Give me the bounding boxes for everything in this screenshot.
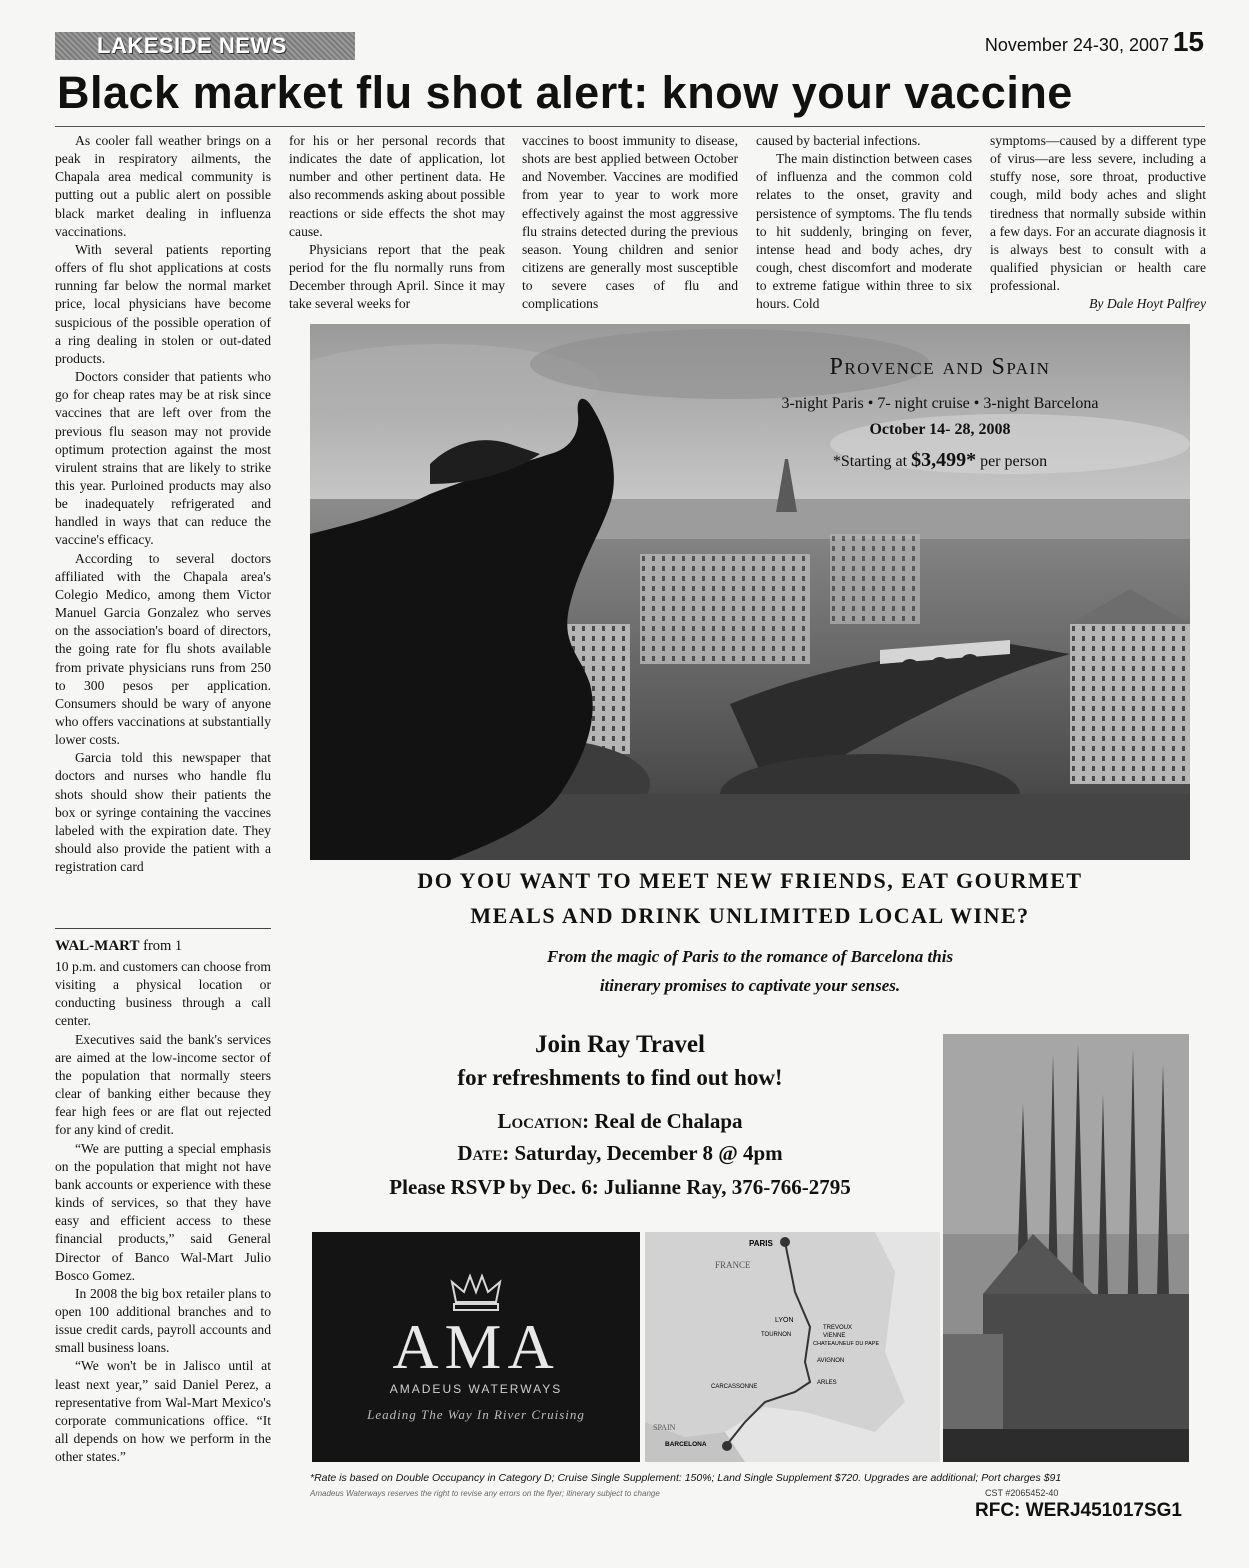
tagline-line-2: itinerary promises to captivate your senses. (599, 976, 901, 995)
section-title: LAKESIDE NEWS (97, 33, 287, 58)
date-value: Saturday, December 8 @ 4pm (509, 1141, 783, 1165)
rfc-number: RFC: WERJ451017SG1 (975, 1500, 1182, 1521)
page-number: 15 (1172, 26, 1204, 57)
route-map-svg (645, 1232, 940, 1462)
map-label-lyon: LYON (775, 1317, 794, 1324)
paragraph: Garcia told this newspaper that doctors and nurses who handle flu shots should show their patients the box or syringe containing the vaccines labeled with the expiration date. They should also provide the patient with a registration card (55, 750, 271, 875)
ad-join-heading: Join Ray Travel (535, 1031, 705, 1058)
ad-event-date (330, 1141, 910, 1166)
ad-question-line-2: MEALS AND DRINK UNLIMITED LOCAL WINE? (470, 903, 1030, 928)
ama-logo-text: AMA (392, 1311, 560, 1382)
ad-question-line-1: DO YOU WANT TO MEET NEW FRIENDS, EAT GOURMET (417, 868, 1083, 893)
paragraph: symptoms—caused by a different type of virus—are less severe, including a stuffy nose, sore throat, productive cough, mild body aches and slight tiredness that normally subside within a few days. For an accurate diagnosis it is always best to consult with a qualified physician or health care professional. (990, 133, 1206, 294)
paragraph: vaccines to boost immunity to disease, shots are best applied between October and November. Vaccines are modified from year to year to work more effectively against the most aggressive flu strains detected during the previous season. Young children and senior citizens are generally most susceptible to severe cases of flu and complications (522, 133, 738, 312)
walmart-column (55, 958, 271, 1466)
ama-logo-box (312, 1232, 640, 1462)
ad-title: Provence and Spain (829, 354, 1051, 380)
paragraph: With several patients reporting offers of flu shot applications at costs running far below the normal market price, local physicians have become suspicious of the possible operation of a ring dealing in stolen or out-dated products. (55, 241, 271, 366)
paragraph: Executives said the bank's services are aimed at the low-income sector of the population that normally steers clear of banking either because they fear high fees or are flat out rejected for any kind of credit. (55, 1031, 271, 1138)
ad-location (330, 1109, 910, 1134)
paragraph: As cooler fall weather brings on a peak in respiratory ailments, the Chapala area medical community is putting out a public alert on possible black market dealing in influenza vaccinations. (55, 133, 271, 239)
map-label-trevoux: TREVOUX (823, 1325, 853, 1331)
ad-fine-print: *Rate is based on Double Occupancy in Category D; Cruise Single Supplement: 150%; Land Single Supplement $720. Upgrades are additional; Port charges $91 (310, 1472, 1062, 1484)
ad-join-subheading: for refreshments to find out how! (457, 1065, 783, 1090)
paragraph: “We won't be in Jalisco until at least next year,” said Daniel Perez, a representative from Wal-Mart Mexico's corporate communications office. “It all depends on how we perform in the other states.” (55, 1358, 271, 1465)
article-column-1 (55, 132, 271, 876)
map-label-carcassonne: CARCASSONNE (711, 1384, 758, 1390)
map-label-vienne: VIENNE (823, 1333, 846, 1339)
paragraph: Physicians report that the peak period for the flu normally runs from December through April. Since it may take several weeks for (289, 241, 505, 312)
sagrada-familia-photo (943, 1034, 1189, 1462)
jump-head (55, 938, 182, 955)
byline: By Dale Hoyt Palfrey (1089, 296, 1206, 312)
section-banner (55, 32, 355, 60)
price-prefix: *Starting at (832, 453, 912, 470)
date-label: Date: (457, 1141, 510, 1165)
cst-number: CST #2065452-40 (985, 1488, 1059, 1498)
paragraph: for his or her personal records that indicates the date of application, lot number and other pertinent data. He also recommends asking about possible reactions or side effects the shot may cause. (289, 133, 505, 239)
map-label-chateauneuf: CHATEAUNEUF DU PAPE (813, 1341, 880, 1347)
issue-date: November 24-30, 2007 (984, 35, 1169, 55)
ad-disclaimer: Amadeus Waterways reserves the right to revise any errors on the flyer; itinerary subject to change (310, 1489, 660, 1498)
article-column-3 (522, 132, 738, 314)
jump-label: WAL-MART (55, 938, 140, 954)
paragraph: In 2008 the big box retailer plans to open 100 additional branches and to issue credit cards, payroll accounts and small business loans. (55, 1285, 271, 1356)
map-label-france: FRANCE (715, 1260, 751, 1270)
map-label-tournon: TOURNON (761, 1332, 792, 1338)
route-map (645, 1232, 940, 1462)
jump-rule (55, 928, 271, 929)
map-label-avignon: AVIGNON (817, 1358, 845, 1364)
ama-tagline: Leading The Way In River Cruising (367, 1407, 585, 1422)
paragraph: 10 p.m. and customers can choose from visiting a physical location or conducting business through a call center. (55, 959, 271, 1029)
paragraph: According to several doctors affiliated with the Chapala area's Colegio Medico, among them Victor Manuel Garcia Gonzalez who serves on the association's board of directors, the going rate for flu shots available from private physicians runs from 250 to 300 pesos per application. Consumers should be wary of anyone who offers vaccinations at substantially lower costs. (55, 550, 271, 748)
sagrada-familia-svg (943, 1034, 1189, 1462)
location-value: Real de Chalapa (589, 1109, 743, 1133)
map-label-barcelona: BARCELONA (665, 1441, 707, 1448)
paragraph: “We are putting a special emphasis on the population that might not have bank accounts or experience with these kinds of services, so that they have easy and efficient access to these financial products,” said General Director of Banco Wal-Mart Julio Bosco Gomez. (55, 1140, 271, 1283)
paragraph: Doctors consider that patients who go for cheap rates may be at risk since vaccines that are left over from the previous flu season may not provide optimum protection against the most virulent strains that are likely to strike this year. Purloined products may also be inadequately refrigerated and handled in ways that can reduce the vaccine's efficacy. (55, 369, 271, 548)
headline: Black market flu shot alert: know your vaccine (57, 67, 1073, 118)
ad-itinerary: 3-night Paris • 7- night cruise • 3-night Barcelona (781, 395, 1099, 412)
map-label-spain: SPAIN (653, 1423, 676, 1432)
paragraph: The main distinction between cases of influenza and the common cold relates to the onset, gravity and persistence of symptoms. The flu tends to hit suddenly, bringing on fever, intense head and body aches, dry cough, chest discomfort and moderate to extreme fatigue within three to six hours. Cold (756, 151, 972, 312)
tagline-line-1: From the magic of Paris to the romance of Barcelona this (546, 947, 954, 966)
ad-dates: October 14- 28, 2008 (869, 421, 1011, 438)
article-column-4 (756, 132, 972, 314)
ad-tagline (450, 942, 1050, 1000)
map-label-paris: PARIS (749, 1239, 773, 1248)
paragraph: caused by bacterial infections. (756, 133, 921, 148)
jump-from: from 1 (139, 938, 183, 954)
article-column-5 (990, 132, 1206, 314)
price-suffix: per person (976, 453, 1048, 470)
map-label-arles: ARLES (817, 1380, 837, 1386)
location-label: Location: (497, 1109, 590, 1133)
headline-rule (55, 126, 1205, 127)
ad-price-line (735, 449, 1145, 472)
ama-subtitle: AMADEUS WATERWAYS (389, 1382, 563, 1396)
ad-rsvp: Please RSVP by Dec. 6: Julianne Ray, 376-766-2795 (389, 1175, 851, 1199)
article-column-2 (289, 132, 505, 314)
price: $3,499* (911, 449, 977, 471)
